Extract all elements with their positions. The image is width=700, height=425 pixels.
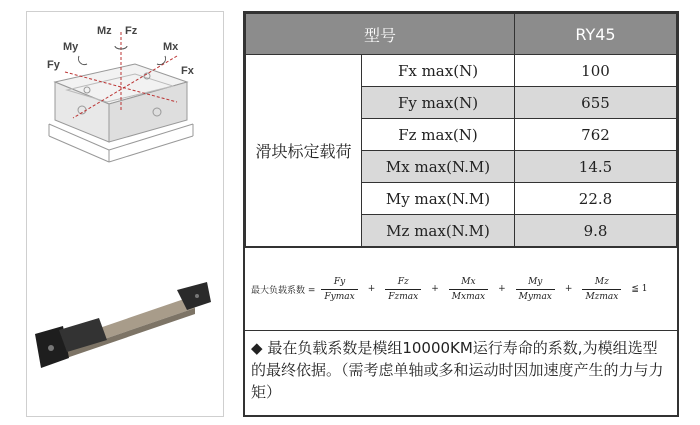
my-label: My [63,41,79,53]
plus-sign: + [564,284,573,294]
value-cell: 14.5 [515,151,677,183]
value-cell: 9.8 [515,215,677,247]
spec-table [243,11,679,417]
selection-note [245,330,677,409]
term-denominator: Mzmax [582,289,621,302]
formula-term [582,277,621,302]
product-image-panel [26,11,224,417]
fy-label: Fy [47,59,60,71]
table-row [246,55,677,87]
param-cell: Mx max(N.M) [362,151,515,183]
model-value-header: RY45 [515,14,677,55]
plus-sign: + [367,284,376,294]
formula-suffix: ≦ 1 [631,284,648,294]
term-numerator: Fy [333,276,346,287]
term-denominator: Fymax [321,289,357,302]
param-cell: My max(N.M) [362,183,515,215]
table-header-row [246,14,677,55]
param-cell: Mz max(N.M) [362,215,515,247]
mz-label: Mz [97,25,112,37]
load-diagram-illustration [27,12,223,416]
formula-prefix: 最大负载系数 = [251,285,316,296]
group-label: 滑块标定载荷 [246,55,362,247]
term-numerator: Mx [461,276,476,287]
term-denominator: Mymax [516,289,555,302]
plus-sign: + [498,284,506,294]
param-cell: Fy max(N) [362,87,515,119]
note-text: 最在负载系数是模组10000KM运行寿命的系数,为模组选型的最终依据。（需考虑单轴或多和运动时因加速度产生的力与力矩） [251,339,664,401]
term-denominator: Fzmax [385,289,421,302]
fz-label: Fz [125,25,138,37]
term-numerator: Mz [594,276,609,287]
plus-sign: + [431,284,439,294]
formula-term [449,277,488,302]
param-cell: Fx max(N) [362,55,515,87]
value-cell: 100 [515,55,677,87]
linear-module-photo [35,282,211,368]
term-numerator: My [528,276,543,287]
diamond-bullet-icon: ◆ [251,339,263,357]
formula-term [516,277,555,302]
formula-term [385,277,421,302]
load-factor-formula [245,247,677,330]
value-cell: 762 [515,119,677,151]
term-denominator: Mxmax [449,289,488,302]
load-rating-table [245,13,677,247]
value-cell: 655 [515,87,677,119]
value-cell: 22.8 [515,183,677,215]
mx-label: Mx [163,41,179,53]
param-cell: Fz max(N) [362,119,515,151]
fx-label: Fx [181,65,194,77]
formula-term [321,277,357,302]
term-numerator: Fz [397,276,409,287]
model-header: 型号 [246,14,515,55]
